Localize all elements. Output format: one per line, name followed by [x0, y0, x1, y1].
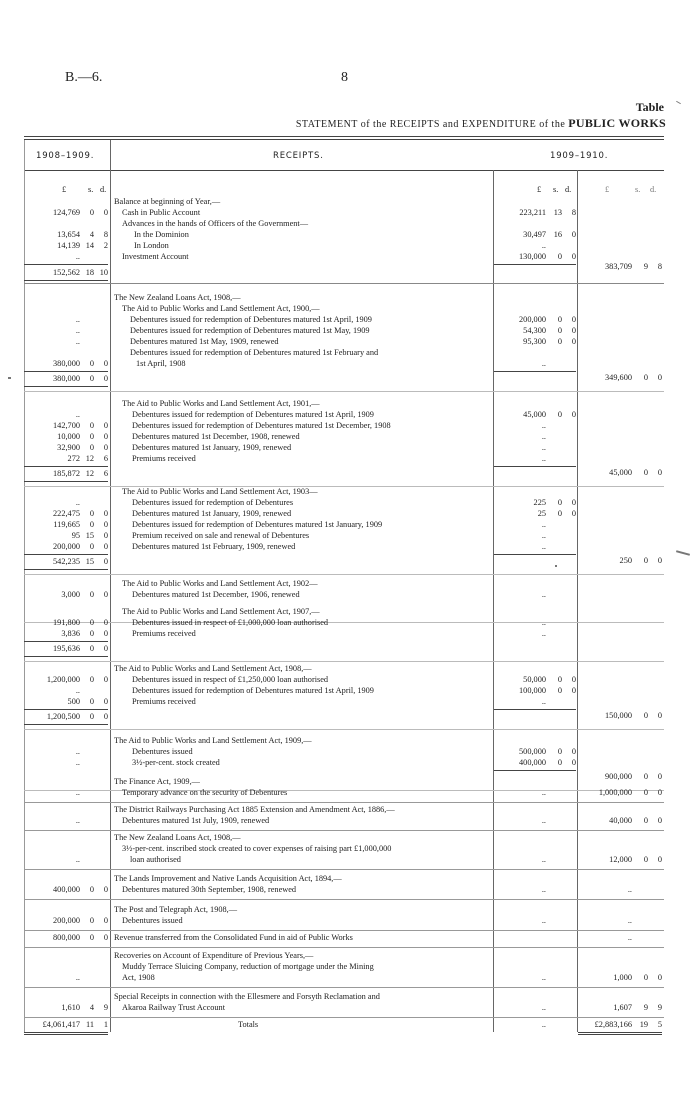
receipt-line: In the Dominion [134, 230, 189, 239]
receipt-line: Debentures issued for redemption of Debentures matured 1st April, 1909 [132, 410, 374, 419]
left-amount: .. [75, 758, 80, 767]
left-subtotal: 542,235 15 0 [53, 557, 108, 566]
left-amount: 800,000 0 0 [53, 933, 108, 942]
section-total: 12,000 0 0 [609, 855, 662, 864]
receipt-line: Debentures issued in respect of £1,250,000 loan authorised [132, 675, 329, 684]
right-amount: .. [541, 788, 546, 797]
section-total: 45,000 0 0 [609, 468, 662, 477]
left-amount: 10,000 0 0 [57, 432, 108, 441]
receipt-line: Debentures matured 30th September, 1908, renewed [122, 885, 297, 894]
left-amount: 95 15 0 [71, 531, 108, 540]
receipt-line: Debentures issued for redemption of Debentures matured 1st April, 1909 [132, 686, 374, 695]
left-amount: 1,610 4 9 [61, 1003, 108, 1012]
right-amount: .. [541, 916, 546, 925]
left-amount: 142,700 0 0 [53, 421, 108, 430]
left-subtotal: 1,200,500 0 0 [46, 712, 108, 721]
section-heading: The Aid to Public Works and Land Settlement Act, 1903— [122, 487, 318, 496]
right-amount [494, 932, 576, 943]
section-total: 900,000 0 0 [605, 772, 662, 781]
left-amount: .. [75, 315, 80, 324]
section-heading: The Lands Improvement and Native Lands Acquisition Act, 1894,— [114, 874, 342, 883]
grand-total-1908-1909: £4,061,417 11 1 [42, 1020, 108, 1029]
receipt-line: Debentures issued for redemption of Debentures matured 1st May, 1909 [130, 326, 370, 335]
left-amount: 14,139 14 2 [57, 241, 108, 250]
left-amount [24, 218, 108, 229]
left-amount: .. [75, 686, 80, 695]
grand-total-1909-1910: £2,883,166 19 5 [594, 1020, 662, 1029]
right-amount: 400,000 0 0 [519, 758, 576, 767]
section-total: .. [627, 933, 632, 942]
receipt-line: Debentures issued [122, 916, 183, 925]
receipt-line: Debentures matured 1st February, 1909, renewed [132, 542, 296, 551]
section-heading: The Aid to Public Works and Land Settlement Act, 1909,— [114, 736, 312, 745]
left-amount: 200,000 0 0 [53, 542, 108, 551]
left-amount: 13,654 4 8 [57, 230, 108, 239]
section-heading: Recoveries on Account of Expenditure of Previous Years,— [114, 951, 314, 960]
left-amount: 272 12 6 [67, 454, 108, 463]
section-heading: Revenue transferred from the Consolidated Fund in aid of Public Works [114, 933, 353, 942]
right-amount: .. [541, 421, 546, 430]
section-heading: The Aid to Public Works and Land Settlement Act, 1900,— [122, 304, 320, 313]
section-heading: The Aid to Public Works and Land Settlement Act, 1902— [122, 579, 318, 588]
left-amount: 222,475 0 0 [53, 509, 108, 518]
right-amount: 30,497 16 0 [523, 230, 576, 239]
right-amount: 45,000 0 0 [523, 410, 576, 419]
left-amount: 380,000 0 0 [53, 359, 108, 368]
unit-shilling: s. [635, 185, 641, 194]
right-amount [494, 218, 576, 229]
section-heading: Balance at beginning of Year,— [114, 197, 221, 206]
right-amount: .. [541, 697, 546, 706]
receipt-line: Debentures issued [132, 747, 193, 756]
receipt-line: Act, 1908 [122, 973, 155, 982]
unit-pound: £ [605, 185, 610, 194]
left-amount: .. [75, 973, 80, 982]
unit-shilling: s. [553, 185, 559, 194]
column-header-1909-1910: 1909–1910. [550, 151, 609, 161]
left-amount: 32,900 0 0 [57, 443, 108, 452]
right-amount [494, 347, 576, 358]
receipt-line: 3½-per-cent. stock created [132, 758, 220, 767]
right-amount: .. [541, 520, 546, 529]
right-amount: 500,000 0 0 [519, 747, 576, 756]
right-amount: .. [541, 973, 546, 982]
receipt-line: Debentures issued in respect of £1,000,000 loan authorised [132, 618, 329, 627]
receipt-line: Debentures matured 1st December, 1906, renewed [132, 590, 300, 599]
receipt-line: Debentures issued for redemption of Debentures [132, 498, 294, 507]
left-amount: .. [75, 337, 80, 346]
left-amount: 400,000 0 0 [53, 885, 108, 894]
section-total: 40,000 0 0 [609, 816, 662, 825]
left-amount: .. [75, 816, 80, 825]
left-amount [24, 347, 108, 358]
section-total: 1,000,000 0 0 [598, 788, 662, 797]
right-amount: .. [541, 432, 546, 441]
receipt-line: Debentures issued for redemption of Debentures matured 1st January, 1909 [132, 520, 383, 529]
left-amount: .. [75, 326, 80, 335]
section-total: 250 0 0 [619, 556, 662, 565]
section-total: 1,000 0 0 [613, 973, 662, 982]
receipt-line: Investment Account [122, 252, 189, 261]
receipt-line: Debentures matured 1st December, 1908, renewed [132, 432, 300, 441]
receipt-line: loan authorised [130, 855, 181, 864]
right-amount: .. [541, 359, 546, 368]
section-heading: The Post and Telegraph Act, 1908,— [114, 905, 238, 914]
left-subtotal: 152,562 18 10 [53, 268, 108, 277]
receipt-line: Premiums received [132, 629, 196, 638]
totals-label: Totals [238, 1020, 259, 1029]
unit-pence: d. [650, 185, 657, 194]
receipt-line: 1st April, 1908 [136, 359, 186, 368]
right-amount: .. [541, 241, 546, 250]
right-amount: .. [541, 618, 546, 627]
receipt-line: Premium received on sale and renewal of Debentures [132, 531, 310, 540]
receipt-line: Temporary advance on the security of Debentures [122, 788, 288, 797]
left-amount: 124,769 0 0 [53, 208, 108, 217]
column-header-receipts: RECEIPTS. [273, 151, 324, 161]
right-amount: .. [541, 443, 546, 452]
receipt-line: 3½-per-cent. inscribed stock created to cover expenses of raising part £1,000,000 [122, 844, 392, 853]
section-total: 150,000 0 0 [605, 711, 662, 720]
unit-pound: £ [537, 185, 542, 194]
unit-pence: d. [100, 185, 107, 194]
section-total: .. [627, 885, 632, 894]
right-amount: .. [541, 885, 546, 894]
left-subtotal: 185,872 12 6 [53, 469, 108, 478]
receipt-line: Advances in the hands of Officers of the Government— [122, 219, 309, 228]
section-heading: The Aid to Public Works and Land Settlement Act, 1908,— [114, 664, 312, 673]
right-amount: .. [541, 855, 546, 864]
left-amount: .. [75, 410, 80, 419]
table-label: Table [635, 100, 664, 114]
section-total: 349,600 0 0 [605, 373, 662, 382]
receipt-line: Debentures issued for redemption of Debentures matured 1st February and [130, 348, 379, 357]
section-heading: The New Zealand Loans Act, 1908,— [114, 833, 241, 842]
column-header-1908-1909: 1908–1909. [36, 151, 95, 161]
left-amount: 200,000 0 0 [53, 916, 108, 925]
right-amount: .. [541, 531, 546, 540]
right-amount: 223,211 13 8 [519, 208, 576, 217]
right-amount: 225 0 0 [533, 498, 576, 507]
statement-title: STATEMENT of the RECEIPTS and EXPENDITURE of the PUBLIC WORKS [295, 116, 666, 130]
left-amount: 191,800 0 0 [53, 618, 108, 627]
left-subtotal: 195,636 0 0 [53, 644, 108, 653]
section-total: .. [627, 916, 632, 925]
left-amount: 3,836 0 0 [61, 629, 108, 638]
receipt-line: Cash in Public Account [122, 208, 201, 217]
right-amount: .. [541, 590, 546, 599]
receipt-line: Muddy Terrace Sluicing Company, reduction of mortgage under the Mining [122, 962, 374, 971]
right-amount: 130,000 0 0 [519, 252, 576, 261]
section-heading: The District Railways Purchasing Act 1885 Extension and Amendment Act, 1886,— [114, 805, 395, 814]
receipt-line: Debentures matured 1st May, 1909, renewed [130, 337, 279, 346]
receipt-line: In London [134, 241, 169, 250]
right-amount: 50,000 0 0 [523, 675, 576, 684]
section-heading: Special Receipts in connection with the Ellesmere and Forsyth Reclamation and [114, 992, 380, 1001]
receipt-line: Premiums received [132, 697, 196, 706]
left-amount: 3,000 0 0 [61, 590, 108, 599]
right-amount: .. [541, 454, 546, 463]
right-amount: 95,300 0 0 [523, 337, 576, 346]
left-amount: .. [75, 252, 80, 261]
section-heading: The Aid to Public Works and Land Settlement Act, 1901,— [122, 399, 320, 408]
right-amount: .. [541, 1003, 546, 1012]
left-amount: .. [75, 747, 80, 756]
right-amount: .. [541, 629, 546, 638]
right-amount: 200,000 0 0 [519, 315, 576, 324]
section-heading: The New Zealand Loans Act, 1908,— [114, 293, 241, 302]
left-amount: .. [75, 788, 80, 797]
section-total: 1,607 9 9 [613, 1003, 662, 1012]
right-amount: .. [541, 816, 546, 825]
receipt-line: Debentures issued for redemption of Debentures matured 1st December, 1908 [132, 421, 391, 430]
right-amount: .. [541, 542, 546, 551]
right-amount: .. [541, 1020, 546, 1029]
left-amount: 1,200,000 0 0 [46, 675, 108, 684]
section-total: 383,709 9 8 [605, 262, 662, 271]
receipt-line: Debentures matured 1st January, 1909, renewed [132, 509, 292, 518]
unit-pound: £ [62, 185, 67, 194]
section-heading: The Aid to Public Works and Land Settlement Act, 1907,— [122, 607, 320, 616]
unit-shilling: s. [88, 185, 94, 194]
right-amount: 100,000 0 0 [519, 686, 576, 695]
page-number: 8 [341, 70, 348, 85]
page-reference: B.—6. [65, 70, 103, 85]
right-amount: 54,300 0 0 [523, 326, 576, 335]
left-amount: 119,665 0 0 [53, 520, 108, 529]
receipt-line: Debentures matured 1st January, 1909, renewed [132, 443, 292, 452]
right-amount: 25 0 0 [537, 509, 576, 518]
left-amount: 500 0 0 [67, 697, 108, 706]
receipt-line: Akaroa Railway Trust Account [122, 1003, 226, 1012]
left-amount: .. [75, 498, 80, 507]
receipt-line: Premiums received [132, 454, 196, 463]
receipt-line: Debentures matured 1st July, 1909, renewed [122, 816, 270, 825]
section-heading: The Finance Act, 1909,— [114, 777, 200, 786]
unit-pence: d. [565, 185, 572, 194]
receipt-line: Debentures issued for redemption of Debentures matured 1st April, 1909 [130, 315, 372, 324]
left-amount: .. [75, 855, 80, 864]
left-subtotal: 380,000 0 0 [53, 374, 108, 383]
